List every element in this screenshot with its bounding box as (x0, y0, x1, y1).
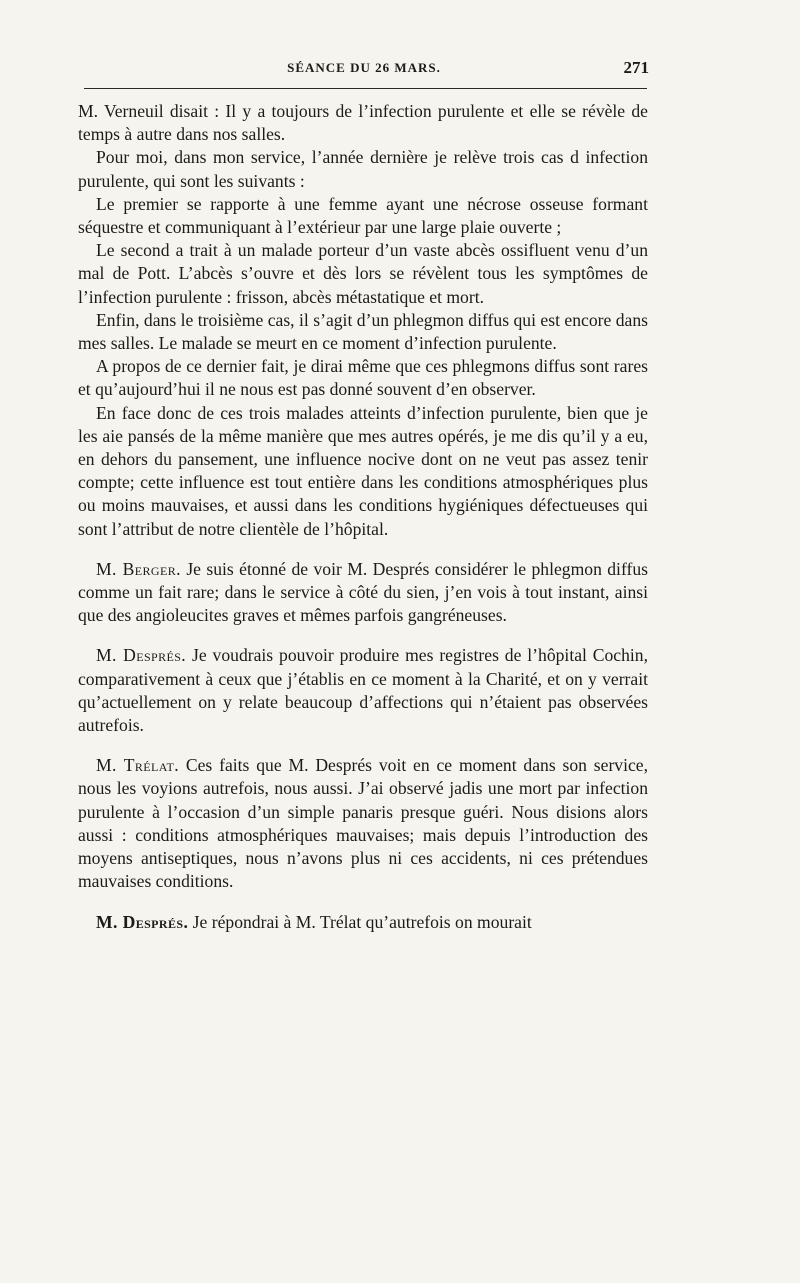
speech-text: Je suis étonné de voir M. Després considérer le phlegmon diffus comme un fait rare; dans le service à côté du sien, j’en vois à tout instant, ainsi que des angioleucites graves et mêmes parfois gangréneuses. (78, 558, 648, 626)
speech-text: Je répondrai à M. Trélat qu’autrefois on mourait (192, 911, 532, 932)
paragraph-4 (78, 239, 648, 309)
speaker-name: M. Després. (96, 911, 189, 932)
paragraph-text: Enfin, dans le troisième cas, il s’agit d’un phlegmon diffus qui est encore dans mes salles. Le malade se meurt en ce moment d’infection purulente. (78, 309, 648, 354)
speech-despres-1 (78, 644, 648, 737)
running-head (79, 60, 649, 82)
speech-text: Je voudrais pouvoir produire mes registres de l’hôpital Cochin, comparativement à ceux que j’établis en ce moment à la Charité, et on y verrait qu’actuellement on y relate beaucoup d’affections qui n’étaient pas observées autrefois. (78, 645, 649, 736)
paragraph-3 (78, 193, 648, 239)
page-number: 271 (623, 58, 649, 77)
body-text (78, 100, 648, 934)
paragraph-2 (78, 146, 648, 192)
paragraph-7 (78, 402, 648, 541)
paragraph-text: Le second a trait à un malade porteur d’un vaste abcès ossifluent venu d’un mal de Pott. L’abcès s’ouvre et dès lors se révèlent tous les symptômes de l’infection purulente : frisson, abcès métastatique et mort. (78, 240, 648, 307)
paragraph-5 (78, 309, 648, 355)
paragraph-text: Pour moi, dans mon service, l’année dernière je relève trois cas d infection purulente, qui sont les suivants : (78, 147, 648, 191)
running-title: SÉANCE DU 26 MARS. (287, 60, 441, 75)
paragraph-text: A propos de ce dernier fait, je dirai même que ces phlegmons diffus sont rares et qu’aujourd’hui il ne nous est pas donné souvent d’en observer. (78, 356, 648, 400)
speech-text: Ces faits que M. Després voit en ce moment dans son service, nous les voyions autrefois, nous aussi. J’ai observé jadis une mort par infection purulente à l’occasion d’un simple panaris presque guéri. Nous disions alors aussi : conditions atmosphériques mauvaises; mais depuis l’introduction des moyens antiseptiques, nous n’avons plus ni ces accidents, ni ces prétendues mauvaises conditions. (78, 755, 649, 892)
header-rule (84, 88, 647, 89)
speaker-name: M. Trélat. (96, 755, 180, 776)
speech-trelat (78, 754, 648, 893)
speaker-name: M. Berger. (96, 558, 181, 579)
paragraph-text: En face donc de ces trois malades atteints d’infection purulente, bien que je les aie pansés de la même manière que mes autres opérés, je me dis qu’il y a eu, en dehors du pansement, une influence nocive dont on ne veut pas assez tenir compte; cette influence est tout entière dans les conditions atmosphériques plus ou moins mauvaises, et aussi dans les conditions hygiéniques défectueuses qui sont l’attribut de notre clientèle de l’hôpital. (78, 402, 648, 539)
speech-berger (78, 558, 648, 628)
speaker-name: M. Després. (96, 645, 187, 666)
speech-despres-2 (78, 911, 648, 934)
paragraph-1 (78, 100, 648, 146)
paragraph-6 (78, 355, 648, 401)
paragraph-text: M. Verneuil disait : Il y a toujours de l’infection purulente et elle se révèle de temps à autre dans nos salles. (78, 101, 648, 145)
paragraph-text: Le premier se rapporte à une femme ayant une nécrose osseuse formant séquestre et communiquant à l’extérieur par une large plaie ouverte ; (78, 193, 648, 238)
